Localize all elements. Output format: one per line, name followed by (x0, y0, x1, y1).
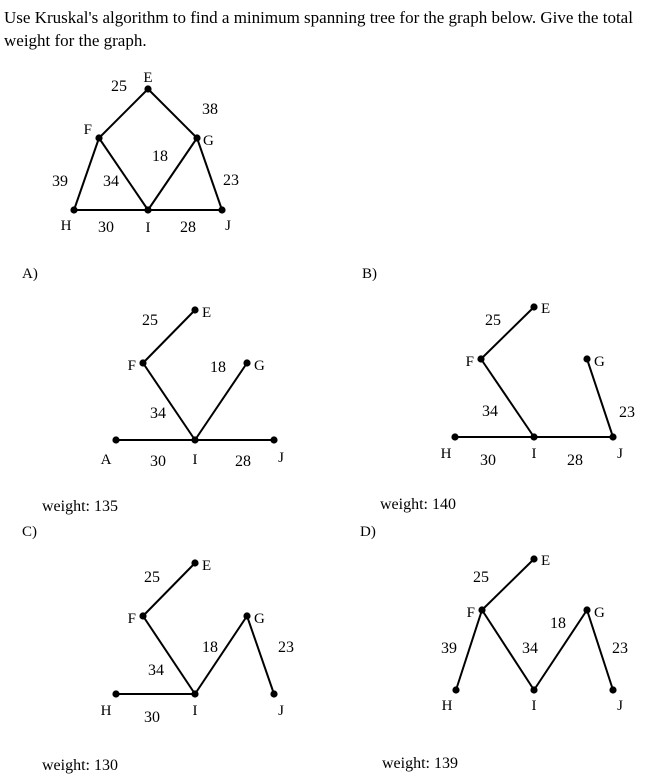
d-vertex-label-e: E (541, 553, 551, 569)
d-edge-g-j (587, 610, 613, 690)
d-weight-f-h: 39 (441, 640, 457, 657)
a-vertex-g (243, 359, 250, 366)
d-vertex-i (530, 686, 537, 693)
b-vertex-label-h: H (440, 446, 452, 462)
a-vertex-label-f: F (127, 358, 136, 374)
c-weight-i-g: 18 (202, 639, 218, 656)
orig-vertex-label-h: H (60, 218, 72, 234)
orig-weight-e-g: 38 (202, 101, 218, 118)
b-vertex-h (451, 433, 458, 440)
d-vertex-e (530, 555, 537, 562)
orig-weight-f-e: 25 (111, 78, 127, 95)
orig-vertex-label-i: I (145, 220, 151, 236)
a-vertex-label-e: E (202, 305, 212, 321)
choice-d-graph (441, 553, 628, 714)
d-weight-f-e: 25 (473, 569, 489, 586)
choice-d-weight: weight: 139 (382, 755, 458, 772)
orig-edge-f-e (99, 89, 148, 138)
b-edge-g-j (587, 359, 613, 437)
d-weight-i-g: 18 (550, 615, 566, 632)
orig-weight-i-j: 28 (180, 219, 196, 236)
choice-c-label: C) (22, 524, 37, 540)
c-vertex-label-e: E (202, 558, 212, 574)
original-graph (52, 70, 239, 236)
a-vertex-j (270, 436, 277, 443)
d-vertex-g (583, 606, 590, 613)
choice-b-graph (441, 301, 635, 469)
b-vertex-label-j: J (617, 446, 623, 462)
orig-weight-g-j: 23 (223, 172, 239, 189)
a-vertex-label-i: I (192, 452, 198, 468)
c-vertex-e (191, 559, 198, 566)
choice-b-weight: weight: 140 (380, 496, 456, 513)
a-vertex-label-g: G (254, 358, 265, 374)
b-vertex-label-g: G (594, 354, 605, 370)
c-vertex-label-g: G (254, 611, 265, 627)
a-weight-i-j: 28 (235, 453, 251, 470)
d-edge-f-e (482, 559, 534, 610)
orig-vertex-f (95, 134, 102, 141)
orig-vertex-h (70, 206, 77, 213)
b-vertex-j (609, 433, 616, 440)
choice-b-label: B) (362, 266, 377, 282)
c-vertex-label-f: F (127, 611, 136, 627)
b-vertex-f (477, 355, 484, 362)
b-weight-h-i: 30 (480, 452, 496, 469)
b-weight-f-e: 25 (485, 312, 501, 329)
orig-vertex-label-j: J (225, 218, 231, 234)
choice-d-label: D) (360, 524, 376, 540)
a-vertex-e (191, 306, 198, 313)
b-edge-f-i (481, 359, 534, 437)
orig-vertex-label-e: E (143, 70, 153, 86)
question-text: Use Kruskal's algorithm to find a minimum spanning tree for the graph below. Give the total weight for the graph. (4, 8, 633, 50)
c-vertex-label-i: I (192, 703, 198, 719)
a-weight-a-i: 30 (150, 453, 166, 470)
a-vertex-label-a: A (100, 452, 112, 468)
a-vertex-f (139, 359, 146, 366)
d-weight-f-i: 34 (522, 640, 538, 657)
d-weight-g-j: 23 (612, 640, 628, 657)
d-vertex-j (609, 686, 616, 693)
choice-c-weight: weight: 130 (42, 757, 118, 774)
orig-weight-f-h: 39 (52, 173, 68, 190)
c-vertex-j (270, 690, 277, 697)
orig-vertex-e (144, 85, 151, 92)
c-edge-f-i (143, 616, 195, 694)
a-weight-f-e: 25 (142, 312, 158, 329)
c-weight-g-j: 23 (278, 639, 294, 656)
a-vertex-i (191, 436, 198, 443)
a-edge-f-i (143, 363, 195, 440)
c-vertex-i (191, 690, 198, 697)
c-vertex-h (112, 690, 119, 697)
a-vertex-a (112, 436, 119, 443)
c-vertex-label-h: H (100, 703, 112, 719)
c-weight-h-i: 30 (144, 709, 160, 726)
c-weight-f-e: 25 (144, 569, 160, 586)
d-vertex-f (478, 606, 485, 613)
orig-weight-h-i: 30 (98, 219, 114, 236)
orig-vertex-i (144, 206, 151, 213)
orig-weight-i-g: 18 (152, 148, 168, 165)
b-vertex-i (530, 433, 537, 440)
d-vertex-label-h: H (441, 698, 453, 714)
orig-edge-f-h (74, 138, 99, 210)
choice-c-graph (101, 558, 294, 726)
orig-edge-e-g (148, 89, 197, 138)
b-vertex-label-i: I (531, 446, 537, 462)
d-vertex-label-g: G (594, 605, 605, 621)
b-weight-g-j: 23 (619, 404, 635, 421)
a-weight-f-i: 34 (150, 405, 166, 422)
b-vertex-label-f: F (465, 354, 474, 370)
c-edge-g-j (247, 616, 274, 694)
orig-vertex-j (218, 206, 225, 213)
a-weight-i-g: 18 (210, 359, 226, 376)
choice-a-graph (101, 305, 285, 470)
orig-vertex-g (193, 134, 200, 141)
d-vertex-h (452, 686, 459, 693)
orig-vertex-label-g: G (203, 133, 214, 149)
b-vertex-g (583, 355, 590, 362)
c-vertex-g (243, 612, 250, 619)
choice-a-label: A) (22, 266, 38, 282)
b-vertex-label-e: E (541, 301, 551, 317)
b-weight-f-i: 34 (482, 403, 498, 420)
c-vertex-label-j: J (278, 703, 284, 719)
choice-a-weight: weight: 135 (42, 498, 118, 515)
d-vertex-label-i: I (531, 698, 537, 714)
a-vertex-label-j: J (278, 450, 284, 466)
d-vertex-label-j: J (617, 698, 623, 714)
c-weight-f-i: 34 (148, 662, 164, 679)
b-weight-i-j: 28 (567, 452, 583, 469)
orig-vertex-label-f: F (83, 122, 92, 138)
orig-weight-f-i: 34 (103, 173, 119, 190)
d-edge-f-h (456, 610, 482, 690)
c-vertex-f (139, 612, 146, 619)
b-vertex-e (530, 303, 537, 310)
d-vertex-label-f: F (466, 605, 475, 621)
